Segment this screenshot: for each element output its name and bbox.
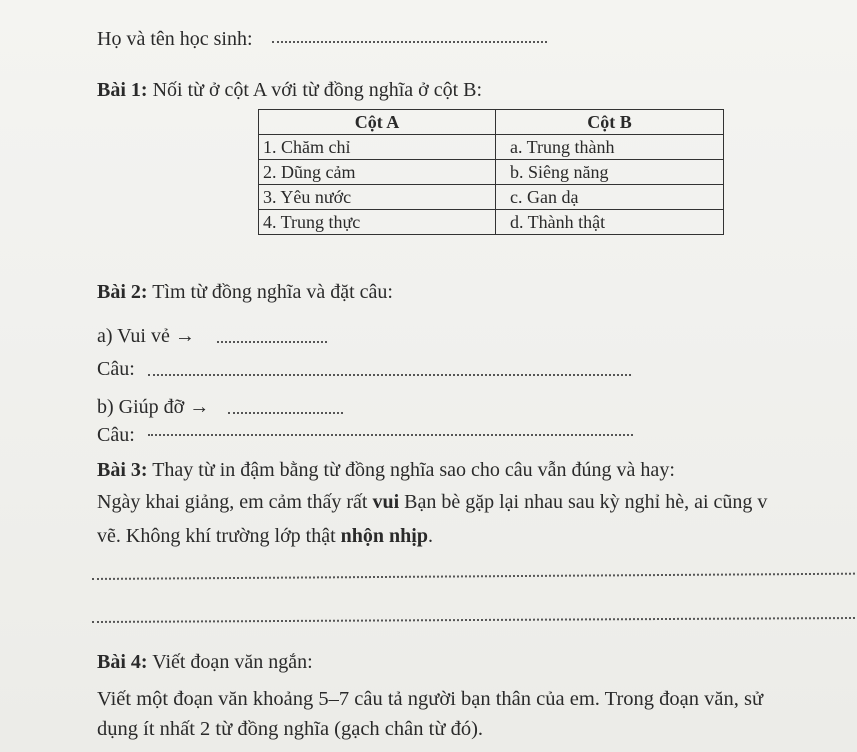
ex2-answer-b-line[interactable] <box>228 412 343 414</box>
col-a-item: 1. Chăm chỉ <box>259 135 496 160</box>
ex2-sentence-a-label: Câu: <box>97 358 135 380</box>
bold-word-vui: vui <box>372 491 400 513</box>
col-b-item: d. Thành thật <box>496 210 724 235</box>
ex1-heading: Bài 1: Nối từ ở cột A với từ đồng nghĩa ở cột B: <box>97 79 483 101</box>
ex4-heading: Bài 4: Viết đoạn văn ngắn: <box>97 651 313 673</box>
student-name-line[interactable] <box>272 41 547 43</box>
ex3-passage-line-2: vẽ. Không khí trường lớp thật nhộn nhịp. <box>97 525 433 547</box>
col-b-item: b. Siêng năng <box>496 160 724 185</box>
ex2-sentence-b-line[interactable] <box>148 434 633 436</box>
col-a-item: 4. Trung thực <box>259 210 496 235</box>
ex3-heading: Bài 3: Thay từ in đậm bằng từ đồng nghĩa sao cho câu vẫn đúng và hay: <box>97 459 675 481</box>
bold-word-nhon-nhip: nhộn nhịp <box>340 525 428 547</box>
col-b-item: a. Trung thành <box>496 135 724 160</box>
col-b-header: Cột B <box>496 110 724 135</box>
ex2-heading: Bài 2: Tìm từ đồng nghĩa và đặt câu: <box>97 281 393 303</box>
col-b-item: c. Gan dạ <box>496 185 724 210</box>
ex2-sentence-b-label: Câu: <box>97 424 135 446</box>
ex3-answer-line-2[interactable] <box>92 617 855 623</box>
ex4-instruction-line-2: dụng ít nhất 2 từ đồng nghĩa (gạch chân từ đó). <box>97 718 484 740</box>
ex3-answer-line-1[interactable] <box>92 573 855 580</box>
ex2-sentence-a-line[interactable] <box>148 374 631 376</box>
col-a-item: 3. Yêu nước <box>259 185 496 210</box>
ex4-instruction-line-1: Viết một đoạn văn khoảng 5–7 câu tả người bạn thân của em. Trong đoạn văn, sử <box>97 688 764 710</box>
ex2-item-a: a) Vui vẻ → <box>97 325 195 347</box>
ex2-answer-a-line[interactable] <box>217 341 327 343</box>
matching-table <box>258 109 724 235</box>
col-a-header: Cột A <box>259 110 496 135</box>
student-name-label: Họ và tên học sinh: <box>97 28 253 50</box>
ex3-passage-line-1: Ngày khai giảng, em cảm thấy rất vui Bạn bè gặp lại nhau sau kỳ nghỉ hè, ai cũng v <box>97 491 768 513</box>
col-a-item: 2. Dũng cảm <box>259 160 496 185</box>
ex2-item-b: b) Giúp đỡ → <box>97 396 210 418</box>
